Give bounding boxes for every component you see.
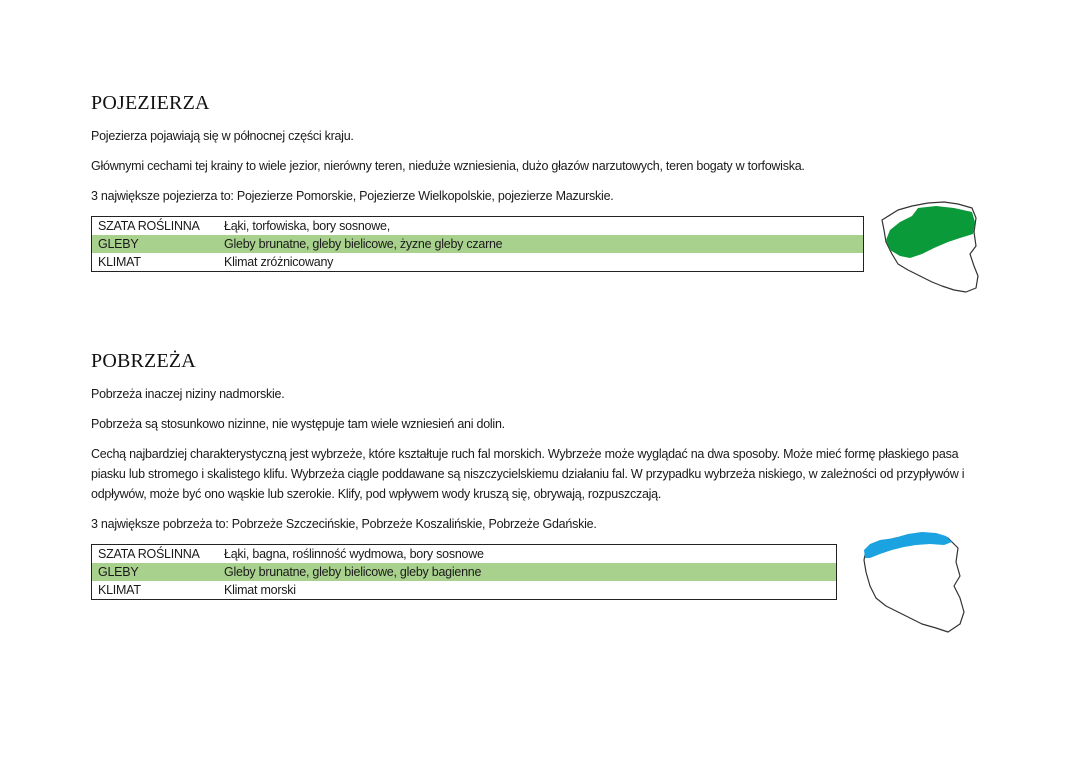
table-row — [92, 235, 864, 253]
table-key: GLEBY — [92, 563, 219, 581]
table-row — [92, 545, 837, 564]
table-row — [92, 581, 837, 600]
info-table — [91, 216, 864, 272]
section-pobrzeza — [91, 350, 991, 600]
table-value: Klimat morski — [224, 583, 296, 597]
table-row — [92, 563, 837, 581]
poland-map-coast-icon — [860, 528, 968, 638]
table-key: KLIMAT — [98, 583, 141, 597]
paragraph: Pojezierza pojawiają się w północnej części kraju. — [91, 129, 354, 143]
paragraph: Głównymi cechami tej krainy to wiele jezior, nierówny teren, nieduże wzniesienia, dużo głazów narzutowych, teren bogaty w torfowiska. — [91, 159, 805, 173]
paragraph: Pobrzeża są stosunkowo nizinne, nie występuje tam wiele wzniesień ani dolin. — [91, 417, 505, 431]
paragraph: Pobrzeża inaczej niziny nadmorskie. — [91, 387, 285, 401]
table-key: SZATA ROŚLINNA — [98, 219, 200, 233]
table-row — [92, 217, 864, 236]
table-value: Klimat zróżnicowany — [224, 255, 334, 269]
table-value: Gleby brunatne, gleby bielicowe, żyzne gleby czarne — [218, 235, 864, 253]
paragraph: 3 największe pobrzeża to: Pobrzeże Szczecińskie, Pobrzeże Koszalińskie, Pobrzeże Gdańskie. — [91, 517, 597, 531]
section-title: POBRZEŻA — [91, 350, 196, 372]
section-title: POJEZIERZA — [91, 92, 210, 114]
table-row — [92, 253, 864, 272]
info-table — [91, 544, 837, 600]
table-key: GLEBY — [92, 235, 219, 253]
table-value: Łąki, bagna, roślinność wydmowa, bory sosnowe — [224, 547, 484, 561]
section-pojezierza — [91, 92, 991, 272]
poland-map-lakelands-icon — [878, 196, 983, 304]
table-key: KLIMAT — [98, 255, 141, 269]
paragraph: Cechą najbardziej charakterystyczną jest wybrzeże, które kształtuje ruch fal morskich. Wybrzeże może wyglądać na dwa sposoby. Może mieć formę płaskiego pasa piasku lub stromego i skalistego klifu. Wybrzeża ciągle poddawane są niszczycielskiemu działaniu fal. W przypadku wybrzeża niskiego, w zależności od przypływów i odpływów, może być ono wąskie lub szerokie. Klify, pod wpływem wody kruszą się, obrywają, rozpuszczają. — [91, 447, 965, 501]
table-value: Łąki, torfowiska, bory sosnowe, — [224, 219, 390, 233]
table-key: SZATA ROŚLINNA — [98, 547, 200, 561]
table-value: Gleby brunatne, gleby bielicowe, gleby bagienne — [218, 563, 837, 581]
paragraph: 3 największe pojezierza to: Pojezierze Pomorskie, Pojezierze Wielkopolskie, pojezierze Mazurskie. — [91, 189, 614, 203]
